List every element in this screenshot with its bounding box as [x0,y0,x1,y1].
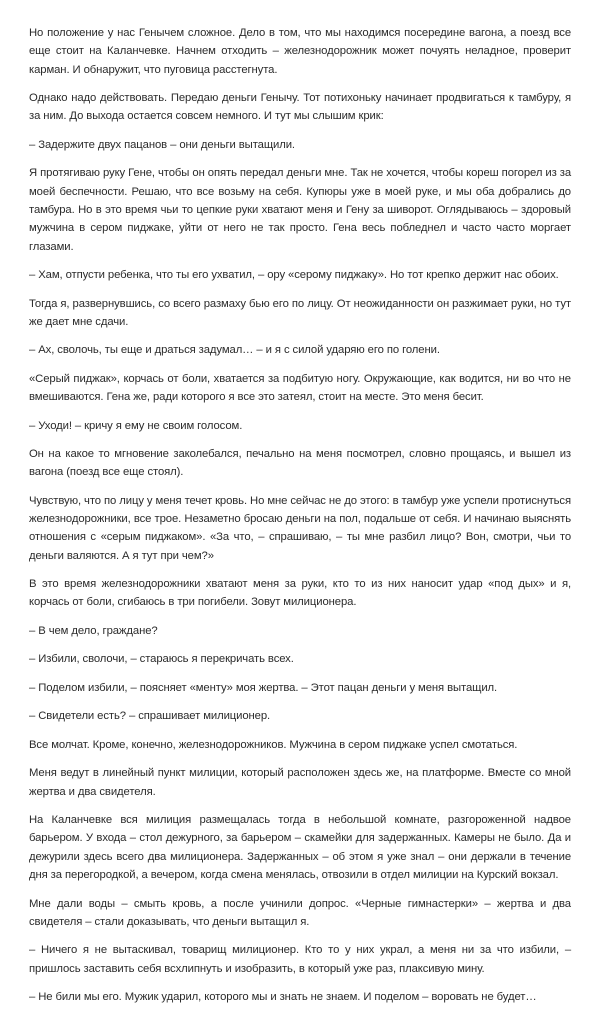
paragraph: «Серый пиджак», корчась от боли, хватается за подбитую ногу. Окружающие, как водится, ни во что не вмешиваются. Гена же, ради которого я все это затеял, стоит на месте. Это меня бесит. [29,372,571,404]
paragraph: Мне дали воды – смыть кровь, а после учинили допрос. «Черные гимнастерки» – жертва и два свидетеля – стали доказывать, что деньги вытащил я. [29,897,571,928]
dialogue-line: – Хам, отпусти ребенка, что ты его ухватил, – ору «серому пиджаку». Но тот крепко держит нас обоих. [29,269,559,282]
dialogue-line: – Не били мы его. Мужик ударил, которого мы и знать не знаем. И поделом – воровать не будет… [29,991,537,1004]
dialogue-line: – Избили, сволочи, – стараюсь я перекричать всех. [29,653,294,666]
paragraph: Тогда я, развернувшись, со всего размаху бью его по лицу. От неожиданности он разжимает руки, но тут же дает мне сдачи. [29,297,571,328]
dialogue-line: – Ах, сволочь, ты еще и драться задумал… – и я с силой ударяю его по голени. [29,344,440,357]
paragraph: В это время железнодорожники хватают меня за руки, кто то из них наносит удар «под дых» и я, корчась от боли, сгибаюсь в три погибели. Зовут милиционера. [29,578,571,609]
dialogue-line: – Поделом избили, – поясняет «менту» моя жертва. – Этот пацан деньги у меня вытащил. [29,681,498,694]
paragraph: Но положение у нас Генычем сложное. Дело в том, что мы находимся посередине вагона, а поезд все еще стоит на Каланчевке. Начнем отходить – железнодорожник может почуять неладное, проверит карман. И обнаружит, что пуговица расстегнута. [29,27,571,76]
dialogue-line: – В чем дело, граждане? [29,624,158,637]
dialogue-line: – Задержите двух пацанов – они деньги вытащили. [29,138,295,151]
dialogue-line: – Ничего я не вытаскивал, товарищ милиционер. Кто то у них украл, а меня ни за что избили, – пришлось заставить себя всхлипнуть и изобразить, в который уже раз, плаксивую мину. [29,944,571,975]
dialogue-line: – Свидетели есть? – спрашивает милиционер. [29,710,271,723]
paragraph: Меня ведут в линейный пункт милиции, который расположен здесь же, на платформе. Вместе со мной жертва и два свидетеля. [29,767,571,798]
paragraph: Он на какое то мгновение заколебался, печально на меня посмотрел, словно прощаясь, и вышел из вагона (поезд все еще стоял). [29,448,571,479]
dialogue-line: – Уходи! – кричу я ему не своим голосом. [29,419,243,432]
document-page [29,24,571,1017]
paragraph: Однако надо действовать. Передаю деньги Генычу. Тот потихоньку начинает продвигаться к тамбуру, я за ним. До выхода остается совсем немного. И тут мы слышим крик: [29,92,571,123]
paragraph: Все молчат. Кроме, конечно, железнодорожников. Мужчина в сером пиджаке успел смотаться. [29,738,518,751]
paragraph: Чувствую, что по лицу у меня течет кровь. Но мне сейчас не до этого: в тамбур уже успели протиснуться железнодорожники, все трое. Незаметно бросаю деньги на пол, подальше от себя. И начинаю выяснять отношения с «серым пиджаком». «За что, – спрашиваю, – ты мне разбил лицо? Вон, смотри, чьи то деньги валяются. А я тут при чем?» [29,494,571,562]
paragraph: Я протягиваю руку Гене, чтобы он опять передал деньги мне. Так не хочется, чтобы кореш погорел из за моей беспечности. Решаю, что все возьму на себя. Купюры уже в моей руке, и мы оба добрались до тамбура. Но в это время чьи то цепкие руки хватают меня и Гену за шиворот. Оглядываюсь – здоровый мужчина в сером пиджаке, уйти от него не так просто. Гена весь побледнел и часто часто моргает глазами. [29,167,571,253]
paragraph: На Каланчевке вся милиция размещалась тогда в небольшой комнате, разгороженной надвое барьером. У входа – стол дежурного, за барьером – скамейки для задержанных. Камеры не было. Да и дежурили здесь всего два милиционера. Задержанных – об этом я уже знал – они держали в течение дня за перегородкой, а вечером, когда смена менялась, отвозили в отдел милиции на Курский вокзал. [29,814,571,882]
